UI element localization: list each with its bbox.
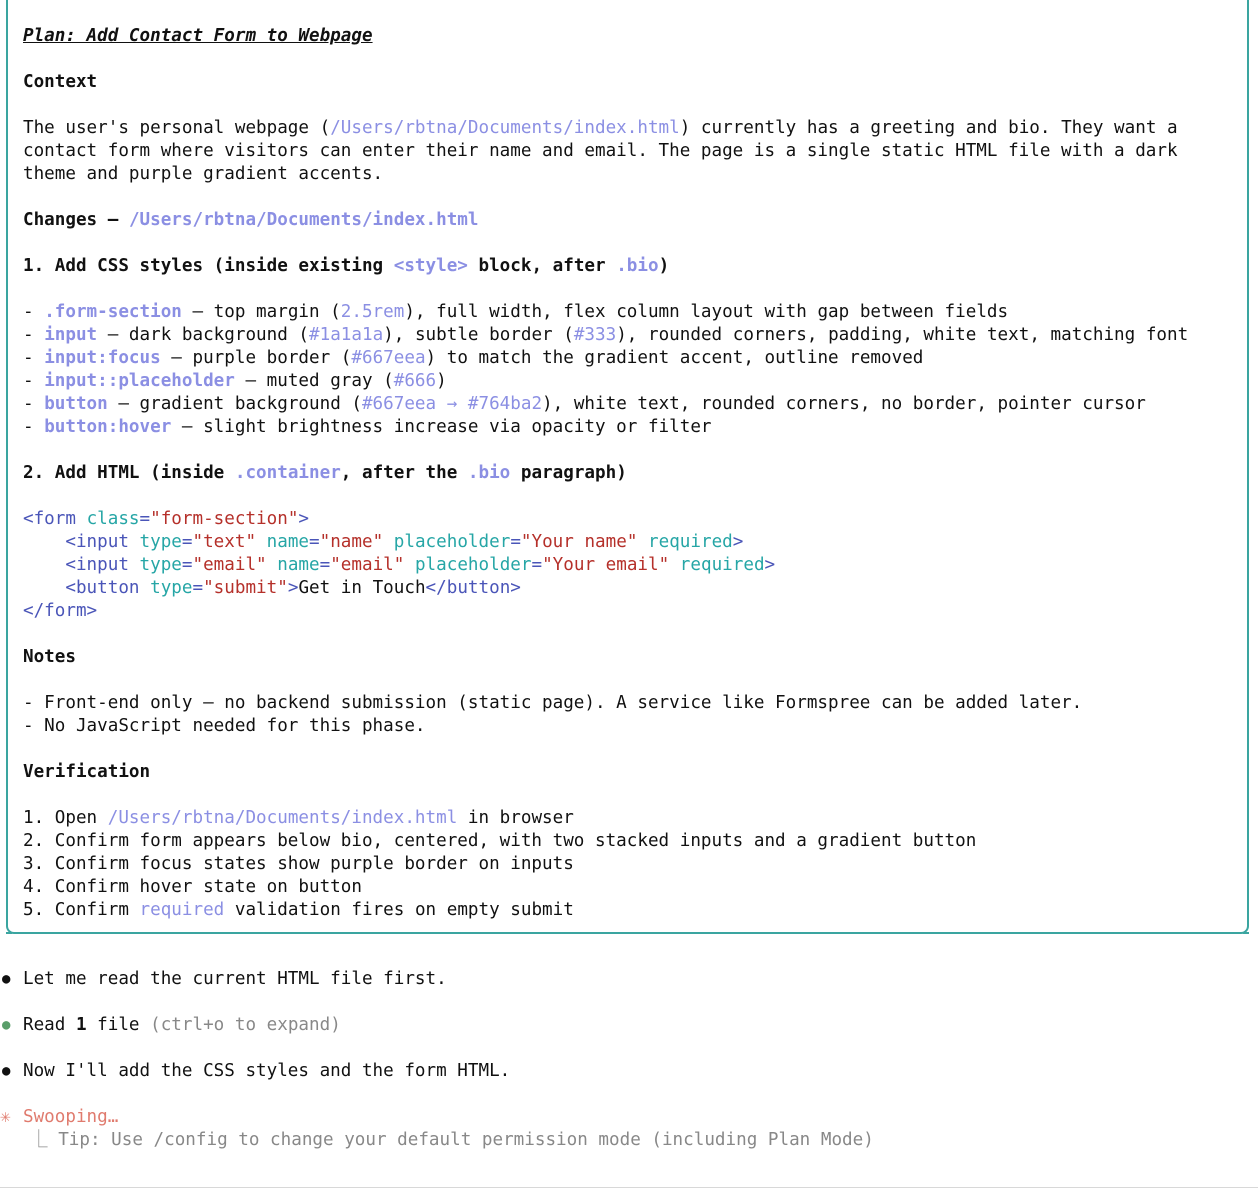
divider <box>0 1187 1258 1188</box>
tree-branch-icon: ⎿ <box>30 1130 48 1150</box>
note-item: - Front-end only — no backend submission (static page). A service like Formspree can be added later. <box>23 693 1083 713</box>
css-item: - input::placeholder — muted gray (#666) <box>23 371 447 391</box>
expand-hint: (ctrl+o to expand) <box>150 1015 341 1035</box>
verification-item: 2. Confirm form appears below bio, centered, with two stacked inputs and a gradient button <box>23 831 977 851</box>
step-2-heading: 2. Add HTML (inside .container, after the .bio paragraph) <box>23 463 627 483</box>
context-heading: Context <box>23 72 98 92</box>
context-line-3: theme and purple gradient accents. <box>23 164 384 184</box>
spinner-icon: ✳ <box>0 1107 11 1127</box>
file-path-link[interactable]: /Users/rbtna/Documents/index.html <box>330 118 680 138</box>
changes-heading: Changes — /Users/rbtna/Documents/index.html <box>23 210 479 230</box>
verification-heading: Verification <box>23 762 151 782</box>
verification-item: 4. Confirm hover state on button <box>23 877 362 897</box>
bullet-icon: ● <box>2 1063 11 1079</box>
status-text: Swooping… <box>23 1107 119 1127</box>
tool-result-read[interactable]: Read 1 file (ctrl+o to expand) <box>23 1015 341 1035</box>
step-1-heading: 1. Add CSS styles (inside existing <style> block, after .bio) <box>23 256 670 276</box>
css-item: - input:focus — purple border (#667eea) to match the gradient accent, outline removed <box>23 348 924 368</box>
code-line: </form> <box>23 601 98 621</box>
code-line: <form class="form-section"> <box>23 509 310 529</box>
code-line: <input type="text" name="name" placeholder="Your name" required> <box>65 532 744 552</box>
code-line: <button type="submit">Get in Touch</button> <box>65 578 521 598</box>
css-item: - button — gradient background (#667eea → #764ba2), white text, rounded corners, no border, pointer cursor <box>23 394 1146 414</box>
assistant-message: Let me read the current HTML file first. <box>23 969 447 989</box>
note-item: - No JavaScript needed for this phase. <box>23 716 426 736</box>
verification-item: 1. Open /Users/rbtna/Documents/index.html in browser <box>23 808 574 828</box>
success-bullet-icon: ● <box>2 1017 11 1033</box>
css-item: - .form-section — top margin (2.5rem), full width, flex column layout with gap between fields <box>23 302 1009 322</box>
context-line-1: The user's personal webpage (/Users/rbtna/Documents/index.html) currently has a greeting and bio. They want a <box>23 118 1178 138</box>
tip-line: ⎿ Tip: Use /config to change your default permission mode (including Plan Mode) <box>30 1130 874 1150</box>
code-line: <input type="email" name="email" placeholder="Your email" required> <box>65 555 776 575</box>
notes-heading: Notes <box>23 647 76 667</box>
plan-title: Plan: Add Contact Form to Webpage <box>23 26 373 46</box>
bullet-icon: ● <box>2 971 11 987</box>
verification-item: 3. Confirm focus states show purple border on inputs <box>23 854 574 874</box>
verification-item: 5. Confirm required validation fires on empty submit <box>23 900 574 920</box>
file-path-link[interactable]: /Users/rbtna/Documents/index.html <box>107 808 458 828</box>
css-item: - input — dark background (#1a1a1a), subtle border (#333), rounded corners, padding, white text, matching font <box>23 325 1189 345</box>
assistant-message: Now I'll add the CSS styles and the form HTML. <box>23 1061 511 1081</box>
file-path-link[interactable]: /Users/rbtna/Documents/index.html <box>128 210 479 230</box>
context-line-2: contact form where visitors can enter their name and email. The page is a single static HTML file with a dark <box>23 141 1178 161</box>
css-item: - button:hover — slight brightness increase via opacity or filter <box>23 417 712 437</box>
